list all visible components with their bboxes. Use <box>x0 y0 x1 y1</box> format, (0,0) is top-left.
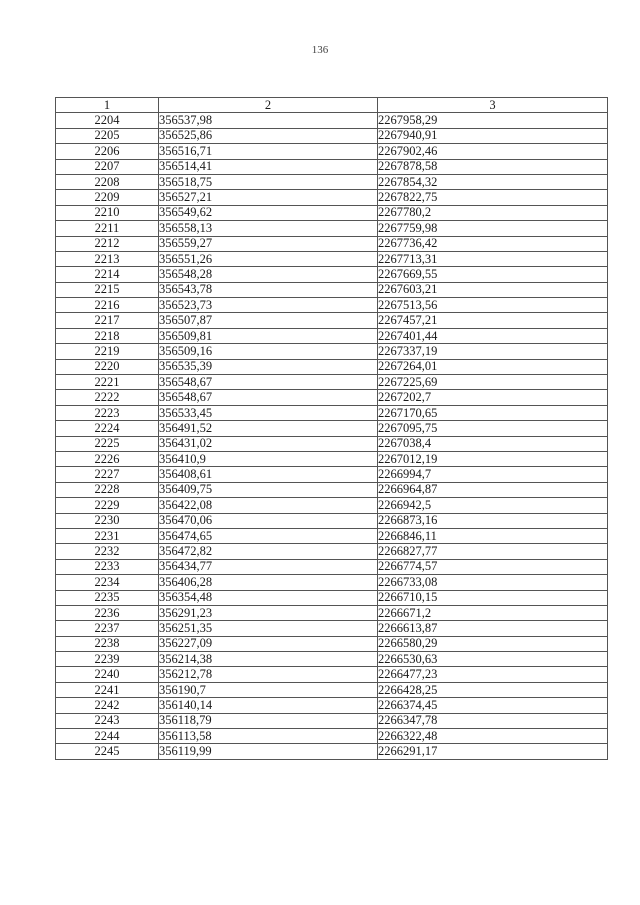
x-coordinate-cell: 356406,28 <box>159 575 378 590</box>
table-row <box>56 544 608 559</box>
table-row <box>56 498 608 513</box>
y-coordinate-cell: 2266530,63 <box>378 652 608 667</box>
x-coordinate-cell: 356514,41 <box>159 159 378 174</box>
table-row <box>56 221 608 236</box>
table-row <box>56 513 608 528</box>
table-row <box>56 652 608 667</box>
table-row <box>56 267 608 282</box>
table-row <box>56 682 608 697</box>
y-coordinate-cell: 2266710,15 <box>378 590 608 605</box>
y-coordinate-cell: 2267958,29 <box>378 113 608 128</box>
y-coordinate-cell: 2267603,21 <box>378 282 608 297</box>
y-coordinate-cell: 2266827,77 <box>378 544 608 559</box>
y-coordinate-cell: 2267759,98 <box>378 221 608 236</box>
x-coordinate-cell: 356474,65 <box>159 528 378 543</box>
table-row <box>56 236 608 251</box>
y-coordinate-cell: 2267170,65 <box>378 405 608 420</box>
x-coordinate-cell: 356140,14 <box>159 698 378 713</box>
x-coordinate-cell: 356523,73 <box>159 298 378 313</box>
x-coordinate-cell: 356533,45 <box>159 405 378 420</box>
y-coordinate-cell: 2266291,17 <box>378 744 608 759</box>
column-header-1: 1 <box>56 98 159 113</box>
y-coordinate-cell: 2267822,75 <box>378 190 608 205</box>
point-number-cell: 2240 <box>56 667 159 682</box>
x-coordinate-cell: 356354,48 <box>159 590 378 605</box>
point-number-cell: 2219 <box>56 344 159 359</box>
table-row <box>56 190 608 205</box>
table-row <box>56 144 608 159</box>
point-number-cell: 2244 <box>56 729 159 744</box>
y-coordinate-cell: 2267940,91 <box>378 128 608 143</box>
table-row <box>56 467 608 482</box>
x-coordinate-cell: 356509,81 <box>159 328 378 343</box>
y-coordinate-cell: 2266994,7 <box>378 467 608 482</box>
table-row <box>56 575 608 590</box>
table-row <box>56 421 608 436</box>
x-coordinate-cell: 356422,08 <box>159 498 378 513</box>
point-number-cell: 2243 <box>56 713 159 728</box>
y-coordinate-cell: 2267854,32 <box>378 174 608 189</box>
point-number-cell: 2214 <box>56 267 159 282</box>
table-body <box>56 113 608 759</box>
y-coordinate-cell: 2266774,57 <box>378 559 608 574</box>
point-number-cell: 2237 <box>56 621 159 636</box>
table-row <box>56 698 608 713</box>
point-number-cell: 2210 <box>56 205 159 220</box>
point-number-cell: 2212 <box>56 236 159 251</box>
y-coordinate-cell: 2266347,78 <box>378 713 608 728</box>
point-number-cell: 2206 <box>56 144 159 159</box>
x-coordinate-cell: 356409,75 <box>159 482 378 497</box>
table-row <box>56 174 608 189</box>
table-row <box>56 559 608 574</box>
y-coordinate-cell: 2267878,58 <box>378 159 608 174</box>
y-coordinate-cell: 2267225,69 <box>378 375 608 390</box>
table-row <box>56 313 608 328</box>
x-coordinate-cell: 356251,35 <box>159 621 378 636</box>
point-number-cell: 2222 <box>56 390 159 405</box>
point-number-cell: 2230 <box>56 513 159 528</box>
x-coordinate-cell: 356516,71 <box>159 144 378 159</box>
y-coordinate-cell: 2266374,45 <box>378 698 608 713</box>
y-coordinate-cell: 2266873,16 <box>378 513 608 528</box>
y-coordinate-cell: 2267780,2 <box>378 205 608 220</box>
x-coordinate-cell: 356548,67 <box>159 390 378 405</box>
y-coordinate-cell: 2266613,87 <box>378 621 608 636</box>
point-number-cell: 2239 <box>56 652 159 667</box>
coordinates-table <box>55 97 608 760</box>
y-coordinate-cell: 2267202,7 <box>378 390 608 405</box>
table-row <box>56 251 608 266</box>
y-coordinate-cell: 2266733,08 <box>378 575 608 590</box>
table-row <box>56 451 608 466</box>
table-row <box>56 482 608 497</box>
point-number-cell: 2224 <box>56 421 159 436</box>
table-row <box>56 359 608 374</box>
column-header-2: 2 <box>159 98 378 113</box>
table-row <box>56 405 608 420</box>
point-number-cell: 2218 <box>56 328 159 343</box>
y-coordinate-cell: 2266942,5 <box>378 498 608 513</box>
x-coordinate-cell: 356491,52 <box>159 421 378 436</box>
x-coordinate-cell: 356472,82 <box>159 544 378 559</box>
x-coordinate-cell: 356119,99 <box>159 744 378 759</box>
y-coordinate-cell: 2267337,19 <box>378 344 608 359</box>
x-coordinate-cell: 356113,58 <box>159 729 378 744</box>
table-row <box>56 528 608 543</box>
point-number-cell: 2209 <box>56 190 159 205</box>
point-number-cell: 2211 <box>56 221 159 236</box>
y-coordinate-cell: 2266322,48 <box>378 729 608 744</box>
y-coordinate-cell: 2267736,42 <box>378 236 608 251</box>
y-coordinate-cell: 2266671,2 <box>378 605 608 620</box>
y-coordinate-cell: 2267902,46 <box>378 144 608 159</box>
point-number-cell: 2232 <box>56 544 159 559</box>
point-number-cell: 2234 <box>56 575 159 590</box>
x-coordinate-cell: 356525,86 <box>159 128 378 143</box>
point-number-cell: 2229 <box>56 498 159 513</box>
y-coordinate-cell: 2267038,4 <box>378 436 608 451</box>
y-coordinate-cell: 2266846,11 <box>378 528 608 543</box>
x-coordinate-cell: 356212,78 <box>159 667 378 682</box>
x-coordinate-cell: 356227,09 <box>159 636 378 651</box>
table-row <box>56 128 608 143</box>
y-coordinate-cell: 2267713,31 <box>378 251 608 266</box>
table-row <box>56 667 608 682</box>
x-coordinate-cell: 356410,9 <box>159 451 378 466</box>
table-row <box>56 729 608 744</box>
table-row <box>56 328 608 343</box>
page-number: 136 <box>311 44 329 56</box>
point-number-cell: 2204 <box>56 113 159 128</box>
x-coordinate-cell: 356537,98 <box>159 113 378 128</box>
point-number-cell: 2208 <box>56 174 159 189</box>
point-number-cell: 2241 <box>56 682 159 697</box>
point-number-cell: 2238 <box>56 636 159 651</box>
x-coordinate-cell: 356118,79 <box>159 713 378 728</box>
point-number-cell: 2207 <box>56 159 159 174</box>
point-number-cell: 2228 <box>56 482 159 497</box>
point-number-cell: 2235 <box>56 590 159 605</box>
point-number-cell: 2245 <box>56 744 159 759</box>
x-coordinate-cell: 356535,39 <box>159 359 378 374</box>
table-row <box>56 390 608 405</box>
point-number-cell: 2226 <box>56 451 159 466</box>
x-coordinate-cell: 356470,06 <box>159 513 378 528</box>
y-coordinate-cell: 2267669,55 <box>378 267 608 282</box>
x-coordinate-cell: 356551,26 <box>159 251 378 266</box>
x-coordinate-cell: 356431,02 <box>159 436 378 451</box>
x-coordinate-cell: 356559,27 <box>159 236 378 251</box>
x-coordinate-cell: 356558,13 <box>159 221 378 236</box>
x-coordinate-cell: 356214,38 <box>159 652 378 667</box>
point-number-cell: 2216 <box>56 298 159 313</box>
table-row <box>56 113 608 128</box>
point-number-cell: 2213 <box>56 251 159 266</box>
x-coordinate-cell: 356408,61 <box>159 467 378 482</box>
table-row <box>56 744 608 759</box>
table-row <box>56 159 608 174</box>
table-row <box>56 590 608 605</box>
point-number-cell: 2225 <box>56 436 159 451</box>
x-coordinate-cell: 356434,77 <box>159 559 378 574</box>
x-coordinate-cell: 356190,7 <box>159 682 378 697</box>
y-coordinate-cell: 2267457,21 <box>378 313 608 328</box>
x-coordinate-cell: 356518,75 <box>159 174 378 189</box>
point-number-cell: 2236 <box>56 605 159 620</box>
y-coordinate-cell: 2266964,87 <box>378 482 608 497</box>
y-coordinate-cell: 2267264,01 <box>378 359 608 374</box>
y-coordinate-cell: 2266477,23 <box>378 667 608 682</box>
point-number-cell: 2242 <box>56 698 159 713</box>
header-row <box>56 98 608 113</box>
point-number-cell: 2233 <box>56 559 159 574</box>
column-header-3: 3 <box>378 98 608 113</box>
point-number-cell: 2220 <box>56 359 159 374</box>
table-row <box>56 713 608 728</box>
x-coordinate-cell: 356548,67 <box>159 375 378 390</box>
point-number-cell: 2223 <box>56 405 159 420</box>
x-coordinate-cell: 356548,28 <box>159 267 378 282</box>
point-number-cell: 2215 <box>56 282 159 297</box>
x-coordinate-cell: 356509,16 <box>159 344 378 359</box>
x-coordinate-cell: 356549,62 <box>159 205 378 220</box>
y-coordinate-cell: 2266428,25 <box>378 682 608 697</box>
y-coordinate-cell: 2267513,56 <box>378 298 608 313</box>
table-row <box>56 636 608 651</box>
x-coordinate-cell: 356527,21 <box>159 190 378 205</box>
table-row <box>56 621 608 636</box>
table-row <box>56 375 608 390</box>
y-coordinate-cell: 2267095,75 <box>378 421 608 436</box>
point-number-cell: 2231 <box>56 528 159 543</box>
x-coordinate-cell: 356291,23 <box>159 605 378 620</box>
table-header <box>56 98 608 113</box>
point-number-cell: 2221 <box>56 375 159 390</box>
table-row <box>56 605 608 620</box>
x-coordinate-cell: 356543,78 <box>159 282 378 297</box>
point-number-cell: 2217 <box>56 313 159 328</box>
table-row <box>56 344 608 359</box>
x-coordinate-cell: 356507,87 <box>159 313 378 328</box>
table-row <box>56 436 608 451</box>
table-row <box>56 205 608 220</box>
y-coordinate-cell: 2267012,19 <box>378 451 608 466</box>
table-row <box>56 298 608 313</box>
table-row <box>56 282 608 297</box>
y-coordinate-cell: 2267401,44 <box>378 328 608 343</box>
point-number-cell: 2227 <box>56 467 159 482</box>
point-number-cell: 2205 <box>56 128 159 143</box>
y-coordinate-cell: 2266580,29 <box>378 636 608 651</box>
